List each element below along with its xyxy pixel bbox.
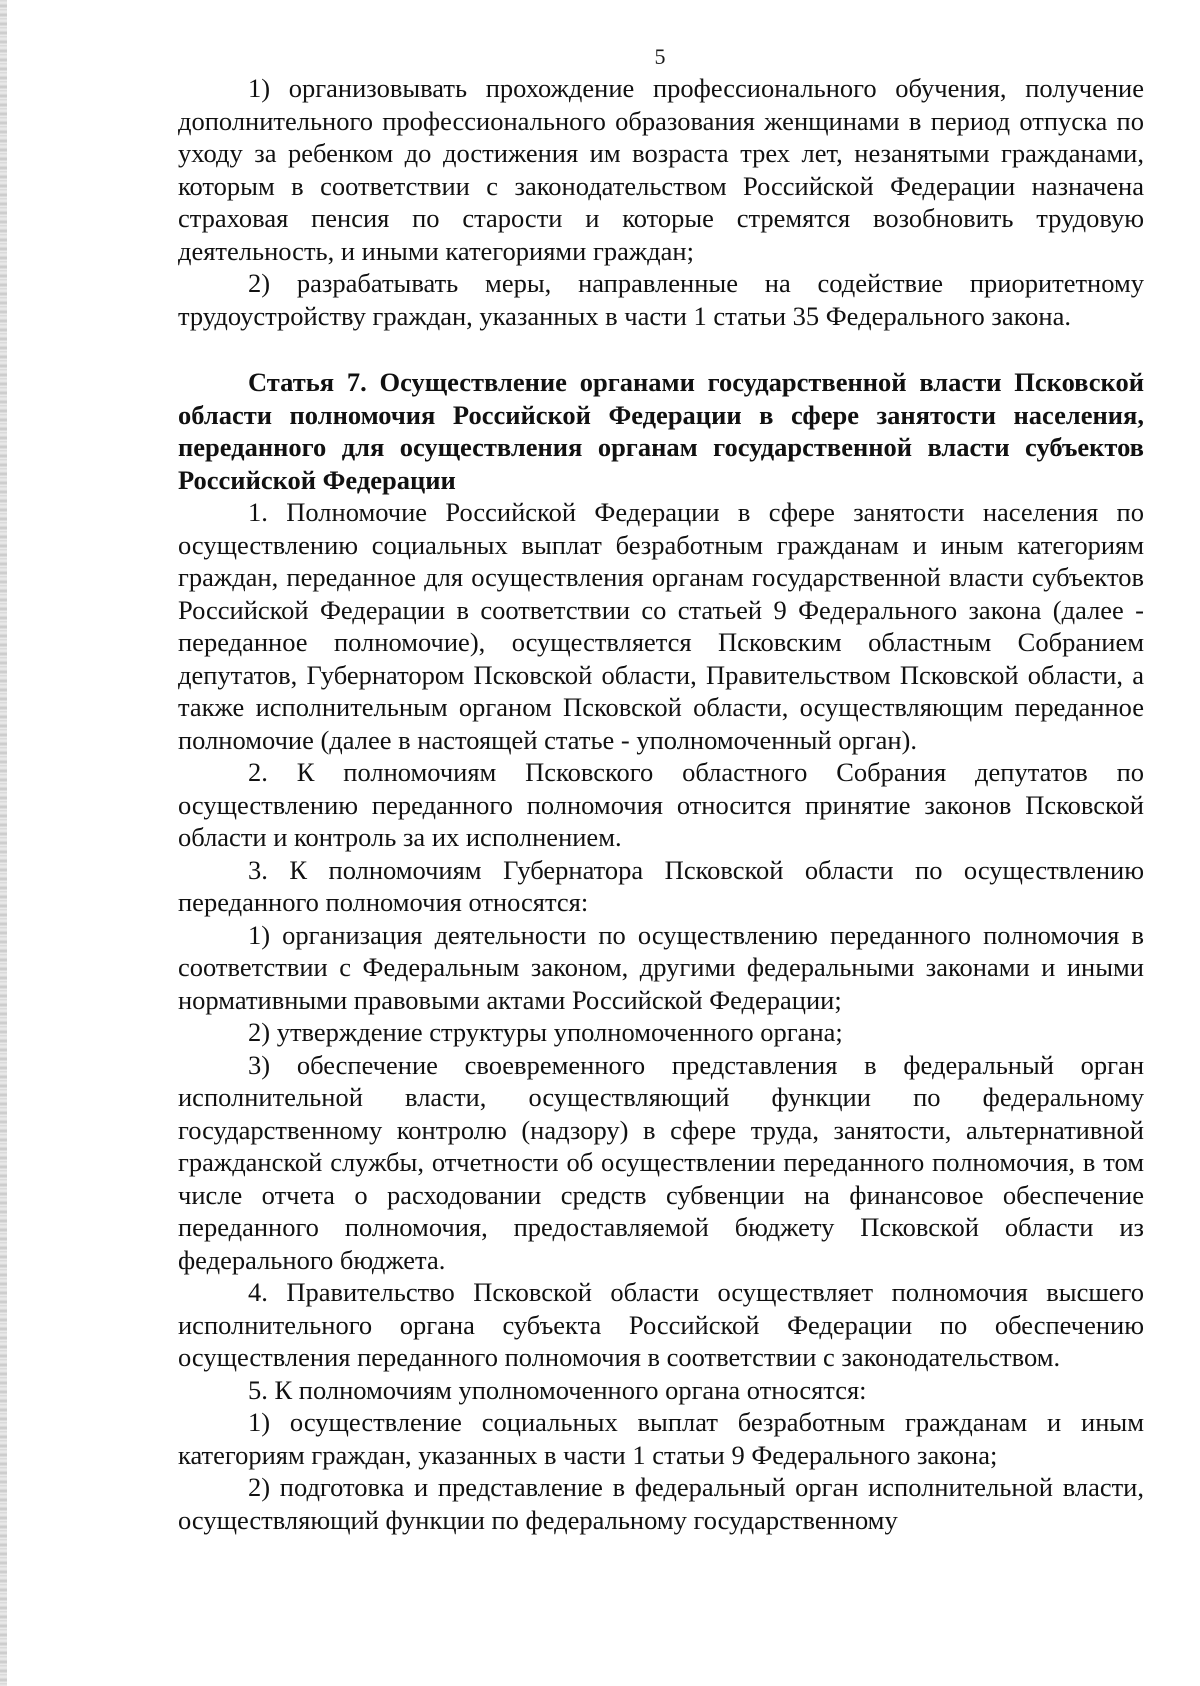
page-number: 5 (654, 44, 666, 69)
scan-edge (0, 0, 7, 1686)
paragraph: 2. К полномочиям Псковского областного Собрания депутатов по осуществлению переданного полномочия относится принятие законов Псковской области и контроль за их исполнением. (178, 757, 1144, 852)
paragraph: 5. К полномочиям уполномоченного органа относятся: (248, 1374, 867, 1405)
paragraph: 4. Правительство Псковской области осуществляет полномочия высшего исполнительного органа субъекта Российской Федерации по обеспечению осуществления переданного полномочия в соответствии с законодательством. (178, 1277, 1144, 1372)
paragraph: 2) подготовка и представление в федеральный орган исполнительной власти, осуществляющий функции по федеральному государственному (178, 1472, 1144, 1535)
paragraph: 1) осуществление социальных выплат безработным гражданам и иным категориям граждан, указанных в части 1 статьи 9 Федерального закона; (178, 1407, 1144, 1470)
document-body (178, 72, 1144, 1536)
paragraph: 2) разрабатывать меры, направленные на содействие приоритетному трудоустройству граждан, указанных в части 1 статьи 35 Федерального закона. (178, 268, 1144, 331)
paragraph: 1) организовывать прохождение профессионального обучения, получение дополнительного профессионального образования женщинами в период отпуска по уходу за ребенком до достижения им возраста трех лет, незанятыми гражданами, которым в соответствии с законодательством Российской Федерации назначена страховая пенсия по старости и которые стремятся возобновить трудовую деятельность, и иными категориями граждан; (178, 73, 1144, 266)
paragraph: 3) обеспечение своевременного представления в федеральный орган исполнительной власти, осуществляющий функции по федеральному государственному контролю (надзору) в сфере труда, занятости, альтернативной гражданской службы, отчетности об осуществлении переданного полномочия, в том числе отчета о расходовании средств субвенции на финансовое обеспечение переданного полномочия, предоставляемой бюджету Псковской области из федерального бюджета. (178, 1049, 1144, 1275)
paragraph: 3. К полномочиям Губернатора Псковской области по осуществлению переданного полномочия относятся: (178, 854, 1144, 917)
paragraph: 1. Полномочие Российской Федерации в сфере занятости населения по осуществлению социальных выплат безработным гражданам и иным категориям граждан, переданное для осуществления органам государственной власти субъектов Российской Федерации в соответствии со статьей 9 Федерального закона (далее - переданное полномочие), осуществляется Псковским областным Собранием депутатов, Губернатором Псковской области, Правительством Псковской области, а также исполнительным органом Псковской области, осуществляющим переданное полномочие (далее в настоящей статье - уполномоченный орган). (178, 497, 1144, 755)
paragraph: 1) организация деятельности по осуществлению переданного полномочия в соответствии с Федеральным законом, другими федеральными законами и иными нормативными правовыми актами Российской Федерации; (178, 919, 1144, 1015)
paragraph: 2) утверждение структуры уполномоченного органа; (248, 1017, 843, 1047)
article-heading: Статья 7. Осуществление органами государственной власти Псковской области полномочия Российской Федерации в сфере занятости населения, переданного для осуществления органам государственной власти субъектов Российской Федерации (178, 367, 1144, 495)
